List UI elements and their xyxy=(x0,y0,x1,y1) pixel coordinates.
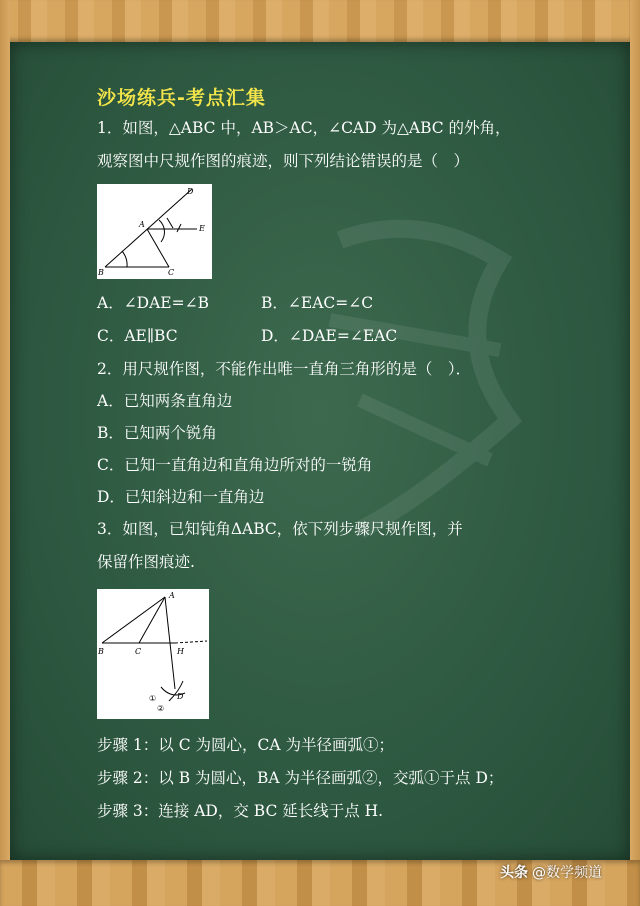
q2-option-c[interactable]: C．已知一直角边和直角边所对的一锐角 xyxy=(97,456,373,474)
q3-step-3: 步骤 3：连接 AD，交 BC 延长线于点 H. xyxy=(97,802,384,820)
q3-label-h: H xyxy=(177,647,184,656)
q1-option-b[interactable]: B．∠EAC=∠C xyxy=(261,294,374,312)
q2-text: 2．用尺规作图，不能作出唯一直角三角形的是（ ）． xyxy=(97,360,472,378)
q3-step-2: 步骤 2：以 B 为圆心，BA 为半径画弧②，交弧①于点 D； xyxy=(97,769,504,787)
worksheet-content xyxy=(97,84,567,828)
q3-text-line1: 3．如图，已知钝角ΔABC，依下列步骤尺规作图，并 xyxy=(97,520,463,538)
footer-credit xyxy=(500,862,602,882)
q1-label-d: D xyxy=(187,187,194,196)
footer-handle[interactable]: @数学频道 xyxy=(532,865,602,881)
q3-label-c: C xyxy=(135,647,142,656)
q1-label-e: E xyxy=(199,224,205,233)
footer-brand: 头条 xyxy=(500,865,528,881)
q1-option-d[interactable]: D．∠DAE=∠EAC xyxy=(261,327,398,345)
q1-option-a[interactable]: A．∠DAE=∠B xyxy=(97,294,209,312)
wood-frame-left xyxy=(0,0,10,906)
wood-frame-right xyxy=(630,0,640,906)
q1-label-b: B xyxy=(98,268,104,277)
q1-text-line1: 1．如图，△ABC 中，AB＞AC，∠CAD 为△ABC 的外角， xyxy=(97,119,511,137)
q3-figure xyxy=(97,589,209,719)
q1-options-row2 xyxy=(97,320,567,353)
q1-text-line2: 观察图中尺规作图的痕迹，则下列结论错误的是（ ） xyxy=(97,152,470,170)
q3-label-arc1: ① xyxy=(149,694,157,703)
q1-figure xyxy=(97,184,212,279)
q1-option-c[interactable]: C．AE∥BC xyxy=(97,327,178,345)
q3-label-a: A xyxy=(169,591,175,600)
q3-text-line2: 保留作图痕迹. xyxy=(97,553,195,571)
section-title: 沙场练兵-考点汇集 xyxy=(97,87,266,109)
q1-label-c: C xyxy=(168,268,175,277)
q1-options-row1 xyxy=(97,287,567,320)
wood-frame-top xyxy=(0,0,640,42)
q3-label-arc2: ② xyxy=(157,704,165,713)
q2-option-b[interactable]: B．已知两个锐角 xyxy=(97,424,217,442)
q3-step-1: 步骤 1：以 C 为圆心，CA 为半径画弧①； xyxy=(97,736,394,754)
q1-label-a: A xyxy=(139,220,145,229)
q3-label-d: D xyxy=(177,692,184,701)
q2-option-a[interactable]: A．已知两条直角边 xyxy=(97,392,233,410)
q3-label-b: B xyxy=(98,647,104,656)
q2-option-d[interactable]: D．已知斜边和一直角边 xyxy=(97,488,265,506)
